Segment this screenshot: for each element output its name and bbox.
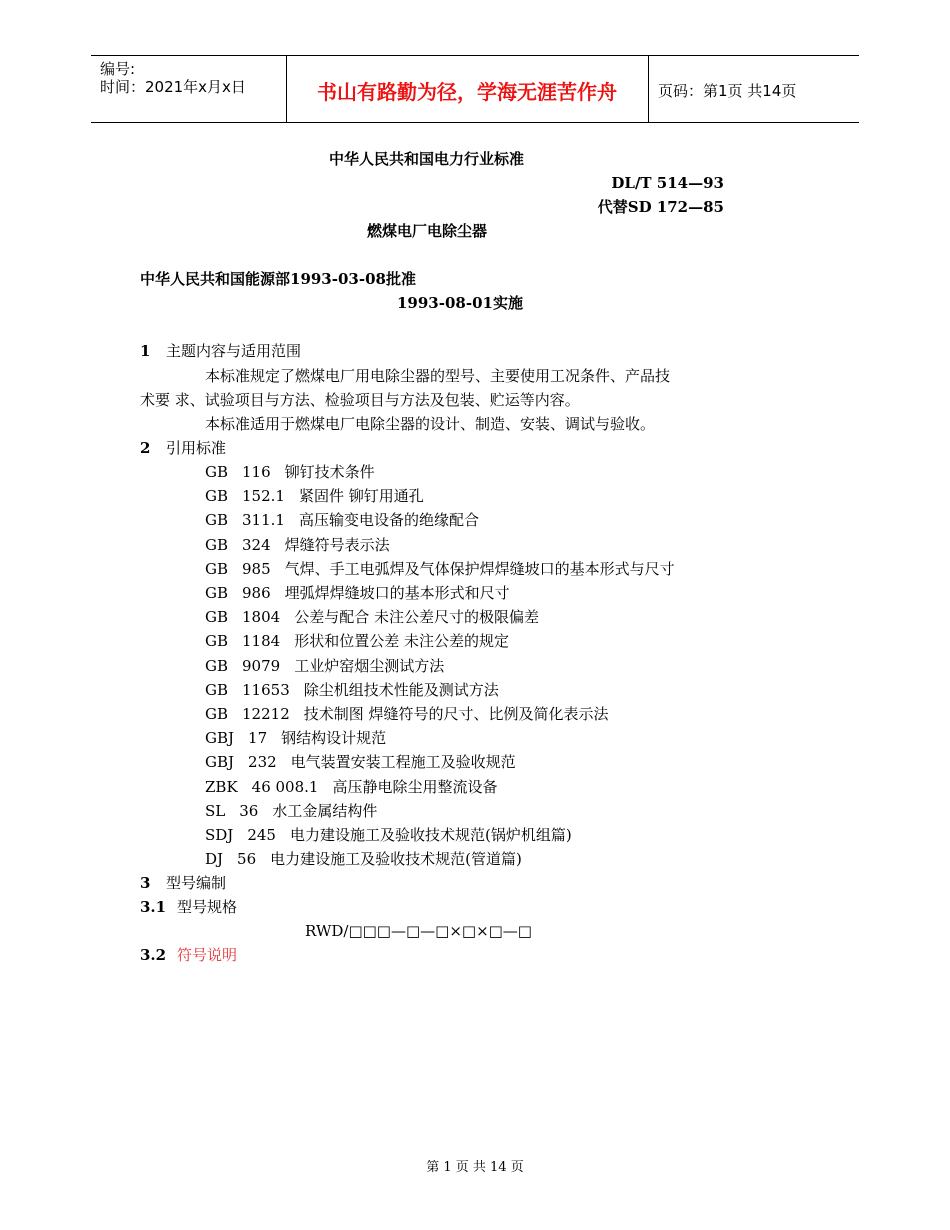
page-footer: 第 1 页 共 14 页 (426, 1160, 524, 1175)
sec32-title: 符号说明 (177, 946, 238, 964)
header-motto-cell (286, 56, 649, 122)
reference-item (205, 752, 516, 772)
reference-name: 高压静电除尘用整流设备 (332, 777, 498, 796)
reference-name: 铆钉技术条件 (284, 463, 375, 481)
reference-std: ZBK (205, 777, 238, 796)
reference-name: 形状和位置公差 未注公差的规定 (294, 632, 509, 651)
sec2-num: 2 (140, 439, 151, 457)
reference-name: 电力建设施工及验收技术规范(锅炉机组篇) (289, 826, 572, 844)
reference-no: 1184 (242, 632, 281, 651)
sec1-p1-line2: 术要 求、试验项目与方法、检验项目与方法及包装、贮运等内容。 (140, 391, 580, 409)
reference-item (205, 583, 510, 603)
reference-std: GBJ (205, 729, 235, 748)
time-label: 时间：2021年x月x日 (100, 78, 246, 96)
reference-no: 152.1 (242, 487, 285, 506)
sec1-p1-line1: 本标准规定了燃煤电厂用电除尘器的型号、主要使用工况条件、产品技 (205, 367, 671, 385)
reference-std: GB (205, 535, 229, 554)
reference-name: 电力建设施工及验收技术规范(管道篇) (270, 850, 522, 869)
reference-no: 311.1 (242, 511, 285, 530)
reference-std: GB (205, 656, 229, 675)
reference-name: 钢结构设计规范 (281, 729, 387, 748)
reference-std: GB (205, 584, 229, 602)
doc-org: 中华人民共和国电力行业标准 (329, 150, 525, 168)
reference-std: SL (205, 801, 226, 820)
reference-no: 232 (248, 753, 277, 772)
serial-label: 编号: (100, 60, 136, 78)
reference-item (205, 462, 375, 482)
reference-item (205, 535, 390, 555)
reference-name: 电气装置安装工程施工及验收规范 (290, 753, 516, 772)
doc-title: 燃煤电厂电除尘器 (367, 222, 488, 240)
reference-no: 986 (242, 584, 271, 602)
reference-no: 46 008.1 (251, 777, 319, 796)
sec3-heading (140, 873, 226, 893)
sec32-num: 3.2 (140, 946, 167, 964)
reference-no: 245 (247, 826, 276, 844)
reference-item (205, 704, 609, 724)
page-header (91, 55, 859, 123)
sec32-heading (140, 945, 237, 965)
doc-approval: 中华人民共和国能源部1993-03-08批准 (140, 270, 416, 288)
reference-no: 36 (239, 801, 259, 820)
reference-std: GB (205, 463, 229, 481)
reference-name: 紧固件 铆钉用通孔 (298, 487, 424, 506)
sec31-title: 型号规格 (177, 898, 238, 916)
doc-replaces: 代替SD 172—85 (597, 198, 724, 216)
sec1-title: 主题内容与适用范围 (166, 342, 302, 360)
reference-no: 116 (242, 463, 271, 481)
sec31-num: 3.1 (140, 898, 167, 916)
reference-item (205, 607, 539, 627)
reference-no: 12212 (242, 705, 290, 723)
reference-no: 56 (237, 850, 257, 869)
sec2-heading (140, 438, 226, 458)
reference-name: 技术制图 焊缝符号的尺寸、比例及简化表示法 (303, 705, 609, 723)
reference-item (205, 656, 444, 676)
page-label: 页码：第1页 共14页 (658, 82, 797, 100)
reference-name: 水工金属结构件 (272, 801, 378, 820)
reference-item (205, 801, 377, 821)
reference-item (205, 631, 509, 651)
sec1-p2: 本标准适用于燃煤电厂电除尘器的设计、制造、安装、调试与验收。 (205, 415, 656, 433)
reference-name: 焊缝符号表示法 (284, 535, 390, 554)
model-code: RWD/□□□—□—□×□×□—□ (305, 922, 532, 940)
reference-no: 985 (242, 559, 271, 578)
reference-name: 高压输变电设备的绝缘配合 (298, 511, 479, 530)
reference-std: GB (205, 680, 229, 699)
header-meta-cell (91, 56, 287, 122)
reference-std: GBJ (205, 753, 235, 772)
reference-std: GB (205, 487, 229, 506)
reference-no: 9079 (242, 656, 281, 675)
reference-name: 工业炉窑烟尘测试方法 (294, 656, 445, 675)
reference-std: GB (205, 559, 229, 578)
doc-code: DL/T 514—93 (611, 174, 724, 192)
reference-std: SDJ (205, 826, 234, 844)
reference-std: GB (205, 632, 229, 651)
reference-item (205, 849, 522, 869)
reference-item (205, 777, 497, 797)
sec3-title: 型号编制 (166, 874, 227, 892)
reference-name: 气焊、手工电弧焊及气体保护焊焊缝坡口的基本形式与尺寸 (284, 559, 675, 578)
reference-std: GB (205, 608, 229, 627)
doc-implement: 1993-08-01实施 (397, 294, 523, 312)
reference-std: DJ (205, 850, 224, 869)
reference-item (205, 510, 479, 530)
sec1-num: 1 (140, 342, 151, 360)
header-page-cell (649, 56, 859, 122)
reference-std: GB (205, 705, 229, 723)
reference-no: 11653 (242, 680, 290, 699)
reference-name: 公差与配合 未注公差尺寸的极限偏差 (294, 608, 539, 627)
reference-no: 1804 (242, 608, 281, 627)
sec1-heading (140, 341, 301, 361)
reference-std: GB (205, 511, 229, 530)
reference-name: 除尘机组技术性能及测试方法 (303, 680, 499, 699)
reference-item (205, 728, 386, 748)
reference-item (205, 825, 572, 845)
reference-no: 17 (248, 729, 268, 748)
reference-item (205, 486, 424, 506)
reference-item (205, 559, 675, 579)
sec3-num: 3 (140, 874, 151, 892)
motto: 书山有路勤为径，学海无涯苦作舟 (317, 80, 617, 104)
reference-name: 埋弧焊焊缝坡口的基本形式和尺寸 (284, 584, 510, 602)
reference-item (205, 680, 499, 700)
reference-no: 324 (242, 535, 271, 554)
sec2-title: 引用标准 (166, 439, 227, 457)
sec31-heading (140, 897, 237, 917)
